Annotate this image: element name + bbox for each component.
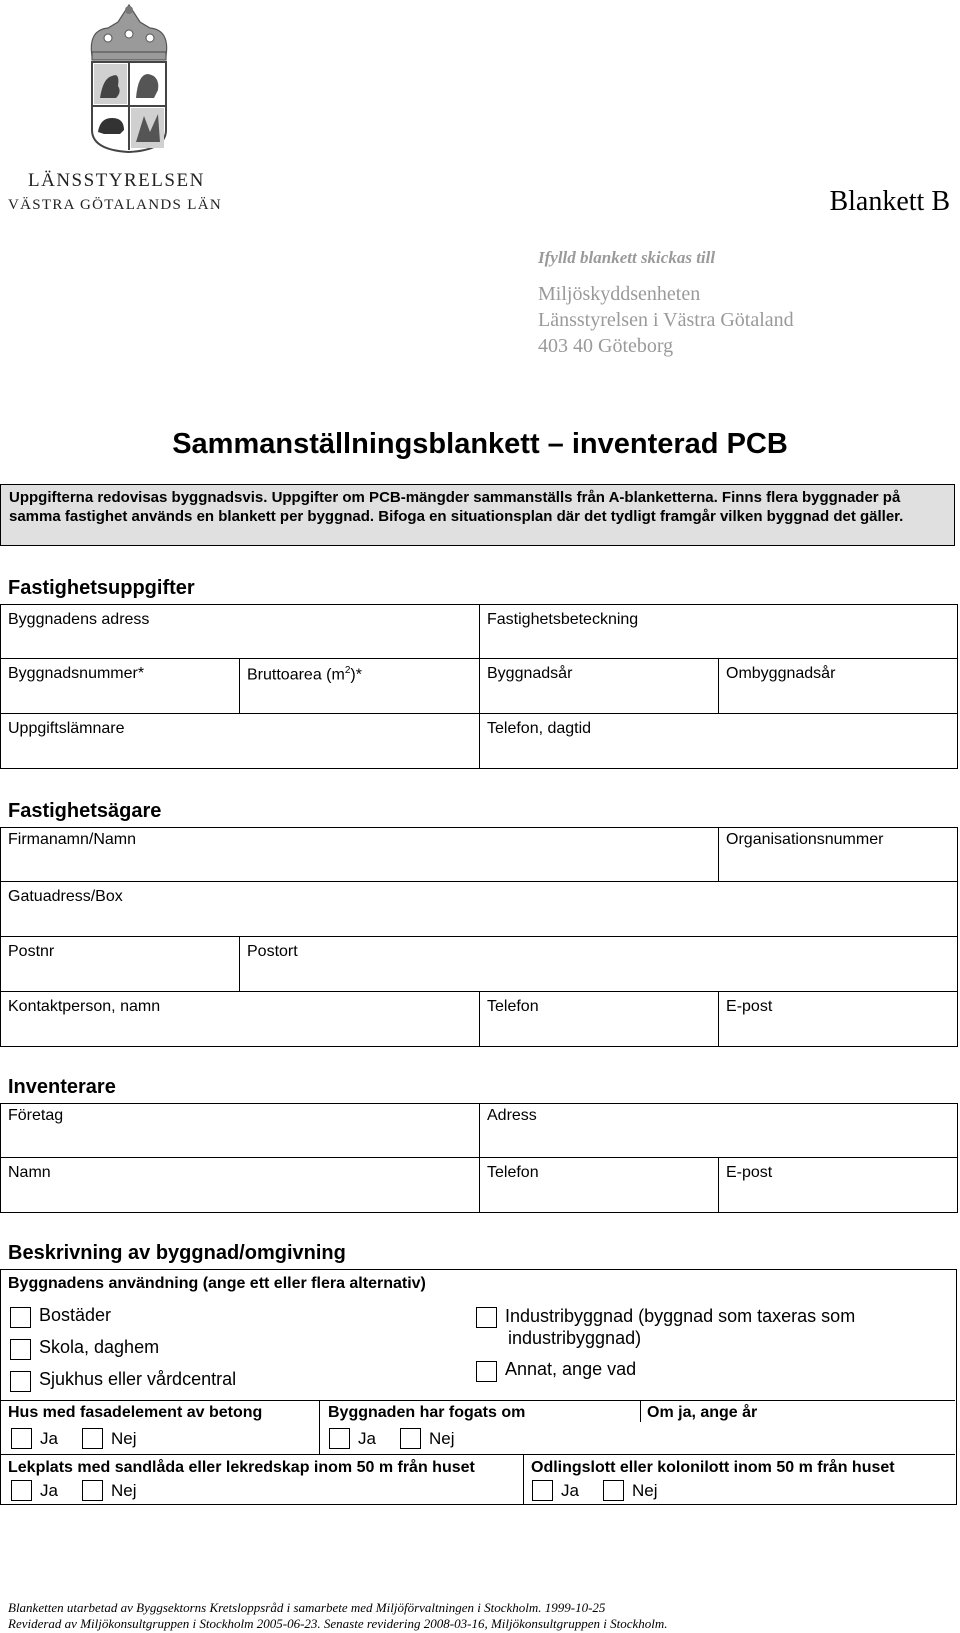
field-byggnadsnummer[interactable]: Byggnadsnummer*	[1, 659, 240, 714]
logo-name: LÄNSSTYRELSEN	[28, 170, 205, 191]
fasad-ja-nej	[11, 1428, 136, 1449]
agare-table	[0, 827, 958, 1047]
fogats-ja-nej	[329, 1428, 454, 1449]
send-to-line: 403 40 Göteborg	[538, 335, 674, 357]
checkbox[interactable]	[10, 1307, 31, 1328]
option-annat[interactable]	[476, 1359, 636, 1382]
footer	[8, 1600, 668, 1632]
field-postnr[interactable]: Postnr	[1, 937, 240, 992]
field-orgnr[interactable]: Organisationsnummer	[719, 828, 958, 882]
field-byggnadens-adress[interactable]: Byggnadens adress	[1, 605, 480, 659]
page-title: Sammanställningsblankett – inventerad PCB	[172, 428, 788, 460]
footer-line: Reviderad av Miljökonsultgruppen i Stockholm 2005-06-23. Senaste revidering 2008-03-16, Miljökonsultgruppen i Stockholm.	[8, 1616, 668, 1631]
fasad-label: Hus med fasadelement av betong	[8, 1404, 263, 1421]
divider	[523, 1454, 524, 1504]
nej-label: Nej	[110, 1480, 137, 1500]
option-bostader[interactable]	[10, 1305, 111, 1328]
checkbox-ja[interactable]	[532, 1480, 553, 1501]
checkbox-ja[interactable]	[329, 1428, 350, 1449]
option-label: Sjukhus eller vårdcentral	[39, 1369, 237, 1389]
nej-label: Nej	[428, 1428, 455, 1448]
field-inventerare-namn[interactable]: Namn	[1, 1158, 480, 1213]
option-label: Skola, daghem	[39, 1337, 160, 1357]
intro-box: Uppgifterna redovisas byggnadsvis. Uppgifter om PCB-mängder sammanställs från A-blanketterna. Finns flera byggnader på samma fastighet används en blankett per byggnad. Bifoga en situationsplan där det tydligt framgår vilken byggnad det gäller.	[0, 484, 955, 546]
section-heading-fastighet: Fastighetsuppgifter	[8, 577, 195, 599]
inventerare-table	[0, 1103, 958, 1213]
odling-ja-nej	[532, 1480, 657, 1501]
field-fastighetsbeteckning[interactable]: Fastighetsbeteckning	[480, 605, 958, 659]
option-label	[505, 1305, 855, 1349]
send-to-line: Länsstyrelsen i Västra Götaland	[538, 309, 794, 331]
checkbox-nej[interactable]	[82, 1480, 103, 1501]
option-label-line: industribyggnad)	[508, 1328, 642, 1348]
divider	[1, 1454, 955, 1455]
option-label-line: Industribyggnad (byggnad som taxeras som	[505, 1306, 856, 1326]
field-gatuadress[interactable]: Gatuadress/Box	[1, 882, 958, 937]
section-heading-agare: Fastighetsägare	[8, 800, 162, 822]
bruttoarea-label-end: )*	[350, 666, 362, 684]
field-agare-telefon[interactable]: Telefon	[480, 992, 719, 1047]
field-postort[interactable]: Postort	[240, 937, 958, 992]
field-inventerare-epost[interactable]: E-post	[719, 1158, 958, 1213]
field-byggnadsar[interactable]: Byggnadsår	[480, 659, 719, 714]
checkbox[interactable]	[10, 1339, 31, 1360]
send-to-block	[538, 248, 794, 359]
nej-label: Nej	[110, 1428, 137, 1448]
send-to-line: Miljöskyddsenheten	[538, 283, 701, 305]
field-inventerare-telefon[interactable]: Telefon	[480, 1158, 719, 1213]
field-agare-epost[interactable]: E-post	[719, 992, 958, 1047]
checkbox-nej[interactable]	[400, 1428, 421, 1449]
option-sjukhus[interactable]	[10, 1369, 236, 1392]
bruttoarea-label: Bruttoarea (m	[247, 666, 345, 684]
field-ombyggnadsar[interactable]: Ombyggnadsår	[719, 659, 958, 714]
ja-label: Ja	[40, 1428, 58, 1448]
fastighet-table	[0, 604, 958, 769]
ja-label: Ja	[40, 1480, 58, 1500]
section-heading-beskrivning: Beskrivning av byggnad/omgivning	[8, 1242, 346, 1264]
checkbox-nej[interactable]	[603, 1480, 624, 1501]
option-industribyggnad[interactable]	[476, 1305, 855, 1349]
field-firmanamn[interactable]: Firmanamn/Namn	[1, 828, 719, 882]
checkbox-nej[interactable]	[82, 1428, 103, 1449]
ja-label: Ja	[561, 1480, 579, 1500]
beskrivning-box	[0, 1269, 957, 1505]
bruttoarea-sup: 2	[344, 665, 351, 676]
fogats-label: Byggnaden har fogats om	[328, 1404, 526, 1421]
divider	[640, 1400, 641, 1422]
odling-label: Odlingslott eller kolonilott inom 50 m från huset	[531, 1459, 895, 1476]
checkbox[interactable]	[10, 1371, 31, 1392]
field-foretag[interactable]: Företag	[1, 1104, 480, 1158]
nej-label: Nej	[631, 1480, 658, 1500]
lekplats-ja-nej	[11, 1480, 136, 1501]
checkbox-ja[interactable]	[11, 1428, 32, 1449]
divider	[1, 1400, 955, 1401]
divider	[319, 1400, 320, 1454]
logo-region: VÄSTRA GÖTALANDS LÄN	[8, 197, 222, 213]
anvandning-label: Byggnadens användning (ange ett eller flera alternativ)	[8, 1275, 426, 1292]
field-inventerare-adress[interactable]: Adress	[480, 1104, 958, 1158]
lekplats-label: Lekplats med sandlåda eller lekredskap inom 50 m från huset	[8, 1459, 475, 1476]
field-uppgiftslamnare[interactable]: Uppgiftslämnare	[1, 714, 480, 769]
option-skola[interactable]	[10, 1337, 159, 1360]
checkbox-ja[interactable]	[11, 1480, 32, 1501]
field-bruttoarea[interactable]	[240, 659, 480, 714]
section-heading-inventerare: Inventerare	[8, 1076, 116, 1098]
field-telefon-dagtid[interactable]: Telefon, dagtid	[480, 714, 958, 769]
option-label: Bostäder	[39, 1305, 112, 1325]
checkbox[interactable]	[476, 1307, 497, 1328]
send-to-label: Ifylld blankett skickas till	[538, 248, 716, 267]
ja-label: Ja	[358, 1428, 376, 1448]
option-label: Annat, ange vad	[505, 1359, 637, 1379]
om-ja-label: Om ja, ange år	[647, 1404, 758, 1421]
checkbox[interactable]	[476, 1361, 497, 1382]
form-id: Blankett B	[829, 186, 950, 217]
footer-line: Blanketten utarbetad av Byggsektorns Kretsloppsråd i samarbete med Miljöförvaltningen i Stockholm. 1999-10-25	[8, 1600, 606, 1615]
field-kontaktperson[interactable]: Kontaktperson, namn	[1, 992, 480, 1047]
